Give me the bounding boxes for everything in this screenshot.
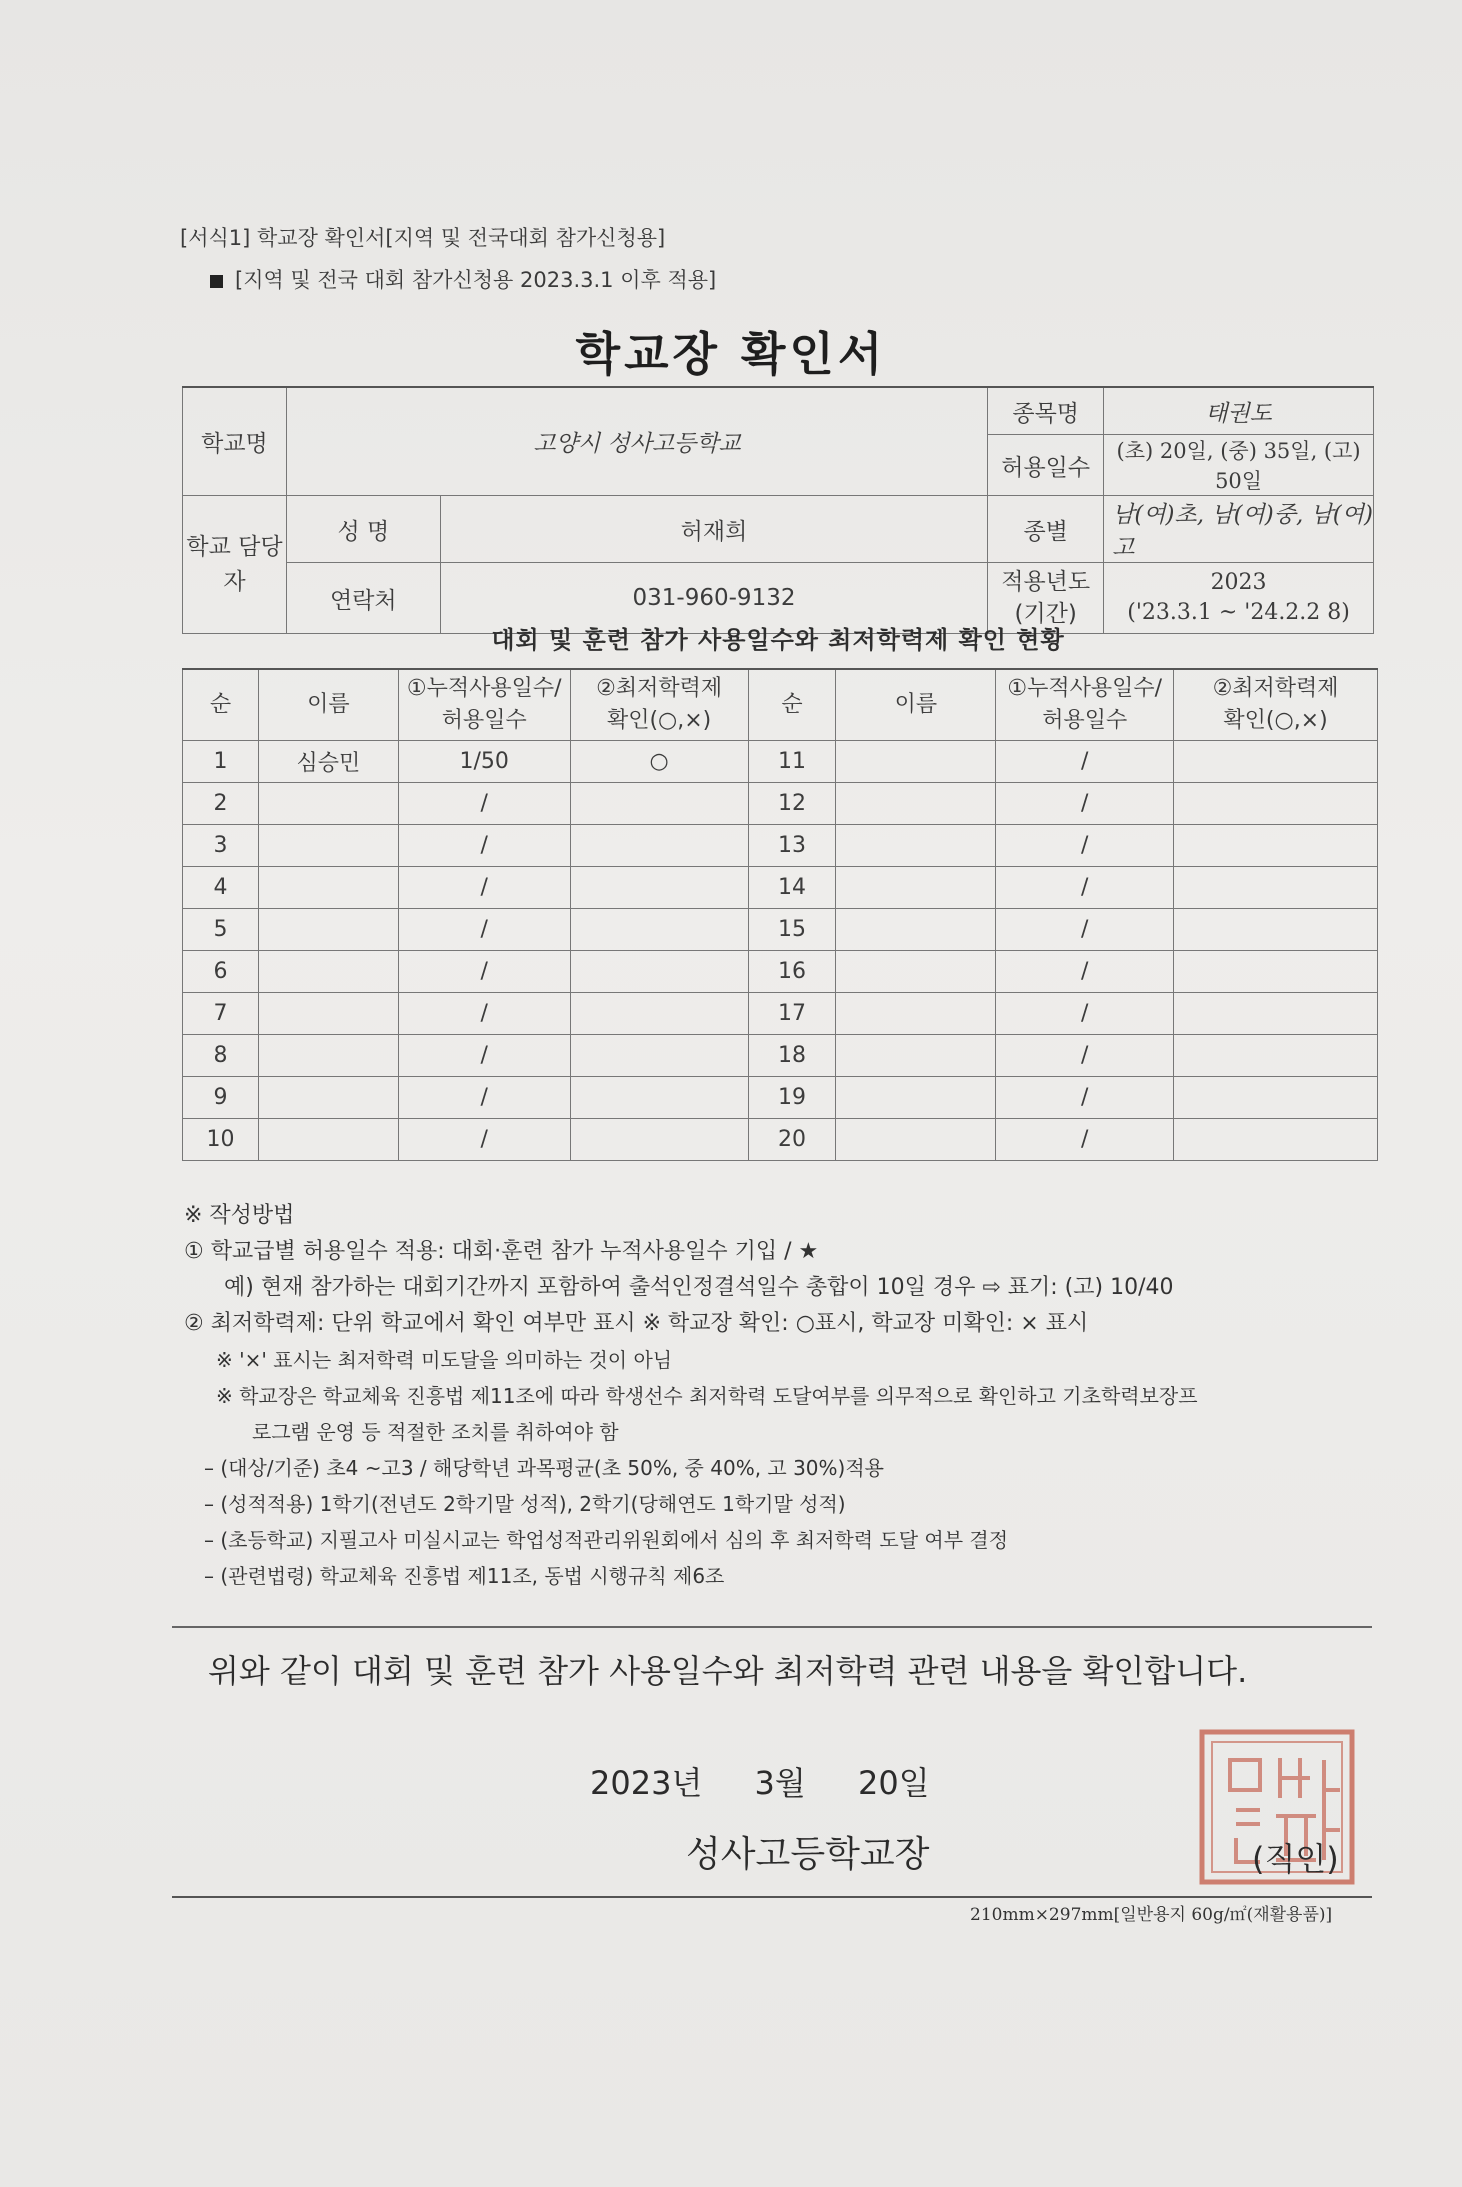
note-2: ② 최저학력제: 단위 학교에서 확인 여부만 표시 ※ 학교장 확인: ○표시, 학교장 미확인: × 표시	[184, 1311, 1089, 1336]
row-check-right	[1174, 909, 1378, 951]
col-days-right	[996, 669, 1174, 741]
contact-value: 031-960-9132	[440, 563, 987, 634]
detail-1: – (대상/기준) 초4 ~고3 / 해당학년 과목평균(초 50%, 중 40%, 고 30%)적용	[204, 1456, 884, 1480]
manager-label: 학교 담당자	[183, 496, 287, 634]
note-2-b: ※ 학교장은 학교체육 진흥법 제11조에 따라 학생선수 최저학력 도달여부를 의무적으로 확인하고 기초학력보장프	[216, 1384, 1198, 1408]
col-name: 이름	[258, 669, 398, 741]
table-row	[183, 951, 1378, 993]
table-row	[183, 1035, 1378, 1077]
row-name	[258, 909, 398, 951]
row-name-right	[836, 909, 996, 951]
participation-table	[182, 668, 1378, 1161]
row-name	[258, 867, 398, 909]
row-check-right	[1174, 951, 1378, 993]
row-name-right	[836, 1077, 996, 1119]
row-no: 4	[183, 867, 259, 909]
paper-size-note: 210mm×297mm[일반용지 60g/㎡(재활용품)]	[970, 1905, 1333, 1925]
event-value: 태권도	[1104, 387, 1374, 435]
table-row	[183, 783, 1378, 825]
row-days: /	[398, 825, 570, 867]
row-check: ○	[570, 741, 748, 783]
confirmation-text: 위와 같이 대회 및 훈련 참가 사용일수와 최저학력 관련 내용을 확인합니다.	[208, 1652, 1248, 1690]
row-days-right: /	[996, 951, 1174, 993]
note-2-b2: 로그램 운영 등 적절한 조치를 취하여야 함	[252, 1420, 619, 1444]
row-no: 10	[183, 1119, 259, 1161]
row-days-right: /	[996, 1077, 1174, 1119]
row-days-right: /	[996, 1119, 1174, 1161]
row-name-right	[836, 825, 996, 867]
row-check-right	[1174, 993, 1378, 1035]
category-label: 종별	[988, 496, 1104, 563]
detail-2: – (성적적용) 1학기(전년도 2학기말 성적), 2학기(당해연도 1학기말 성적)	[204, 1492, 846, 1516]
seal-label: (직인)	[1252, 1840, 1339, 1878]
row-check	[570, 993, 748, 1035]
notes-heading: ※ 작성방법	[184, 1203, 295, 1228]
row-name-right	[836, 951, 996, 993]
row-days: /	[398, 1077, 570, 1119]
row-days: /	[398, 1119, 570, 1161]
row-name-right	[836, 1035, 996, 1077]
col-no: 순	[183, 669, 259, 741]
row-days-right: /	[996, 741, 1174, 783]
date	[590, 1758, 972, 1804]
section-title: 대회 및 훈련 참가 사용일수와 최저학력제 확인 현황	[491, 626, 1065, 654]
row-no: 5	[183, 909, 259, 951]
row-check	[570, 867, 748, 909]
row-no: 9	[183, 1077, 259, 1119]
date-year: 2023년	[590, 1764, 703, 1802]
row-days-right: /	[996, 783, 1174, 825]
allowed-days-value: (초) 20일, (중) 35일, (고) 50일	[1104, 435, 1374, 496]
form-subtitle	[210, 264, 716, 294]
row-check	[570, 825, 748, 867]
principal-name: 성사고등학교장	[686, 1834, 930, 1875]
row-no: 2	[183, 783, 259, 825]
info-table	[182, 386, 1374, 634]
row-name-right	[836, 1119, 996, 1161]
row-name-right	[836, 741, 996, 783]
table-row	[183, 741, 1378, 783]
row-no: 7	[183, 993, 259, 1035]
row-no: 6	[183, 951, 259, 993]
row-check	[570, 1077, 748, 1119]
row-check	[570, 783, 748, 825]
document-title: 학교장 확인서	[575, 327, 887, 381]
row-no-right: 13	[748, 825, 836, 867]
name-value: 허재희	[440, 496, 987, 563]
row-days-right: /	[996, 909, 1174, 951]
row-days-right: /	[996, 825, 1174, 867]
row-no-right: 18	[748, 1035, 836, 1077]
date-day: 20일	[857, 1764, 930, 1802]
divider	[172, 1626, 1372, 1628]
row-days: /	[398, 909, 570, 951]
row-days: /	[398, 783, 570, 825]
name-label: 성 명	[286, 496, 440, 563]
school-label: 학교명	[183, 387, 287, 496]
row-check-right	[1174, 741, 1378, 783]
col-check-right-line1: ②최저학력제	[1212, 676, 1339, 702]
note-1: ① 학교급별 허용일수 적용: 대회·훈련 참가 누적사용일수 기입 / ★	[184, 1239, 819, 1264]
table-header-row	[183, 669, 1378, 741]
row-name	[258, 1119, 398, 1161]
school-value: 고양시 성사고등학교	[286, 387, 987, 496]
year-value: 2023	[1210, 570, 1267, 596]
col-name-right: 이름	[836, 669, 996, 741]
row-name	[258, 993, 398, 1035]
notes	[184, 1198, 1394, 1594]
row-check-right	[1174, 1077, 1378, 1119]
table-row	[183, 1119, 1378, 1161]
row-no: 8	[183, 1035, 259, 1077]
form-label: [서식1] 학교장 확인서[지역 및 전국대회 참가신청용]	[180, 226, 666, 250]
table-row	[183, 867, 1378, 909]
row-name-right	[836, 783, 996, 825]
detail-3: – (초등학교) 지필고사 미실시교는 학업성적관리위원회에서 심의 후 최저학력 도달 여부 결정	[204, 1528, 1009, 1552]
col-days-line1: ①누적사용일수/	[406, 676, 562, 702]
row-no-right: 14	[748, 867, 836, 909]
bottom-divider	[172, 1896, 1372, 1898]
row-no-right: 11	[748, 741, 836, 783]
col-check-line1: ②최저학력제	[596, 676, 723, 702]
row-check	[570, 909, 748, 951]
row-name	[258, 1077, 398, 1119]
row-check	[570, 1119, 748, 1161]
row-days: /	[398, 867, 570, 909]
row-name	[258, 951, 398, 993]
note-1-example: 예) 현재 참가하는 대회기간까지 포함하여 출석인정결석일수 총합이 10일 경우 ⇨ 표기: (고) 10/40	[224, 1275, 1174, 1300]
col-days-line2: 허용일수	[441, 708, 527, 733]
table-row	[183, 1077, 1378, 1119]
row-no-right: 12	[748, 783, 836, 825]
row-name: 심승민	[258, 741, 398, 783]
contact-label: 연락처	[286, 563, 440, 634]
table-row	[183, 909, 1378, 951]
event-label: 종목명	[988, 387, 1104, 435]
row-no: 1	[183, 741, 259, 783]
row-name	[258, 783, 398, 825]
bullet-square-icon	[210, 275, 223, 288]
row-days: /	[398, 1035, 570, 1077]
detail-4: – (관련법령) 학교체육 진흥법 제11조, 동법 시행규칙 제6조	[204, 1564, 725, 1588]
row-check-right	[1174, 825, 1378, 867]
row-check-right	[1174, 867, 1378, 909]
note-2-a: ※ '×' 표시는 최저학력 미도달을 의미하는 것이 아님	[216, 1348, 673, 1372]
col-days-right-line2: 허용일수	[1042, 708, 1128, 733]
table-row	[183, 825, 1378, 867]
row-days: /	[398, 951, 570, 993]
col-check-right	[1174, 669, 1378, 741]
col-check-line2: 확인(○,×)	[606, 708, 712, 733]
row-days-right: /	[996, 867, 1174, 909]
row-no-right: 19	[748, 1077, 836, 1119]
row-name-right	[836, 993, 996, 1035]
row-check	[570, 951, 748, 993]
date-month: 3월	[754, 1764, 806, 1802]
form-subtitle-text: [지역 및 전국 대회 참가신청용 2023.3.1 이후 적용]	[235, 268, 717, 292]
row-no-right: 15	[748, 909, 836, 951]
row-days-right: /	[996, 1035, 1174, 1077]
row-no-right: 20	[748, 1119, 836, 1161]
row-name	[258, 1035, 398, 1077]
category-value: 남(여)초, 남(여)중, 남(여)고	[1104, 496, 1374, 563]
row-no: 3	[183, 825, 259, 867]
row-check-right	[1174, 1119, 1378, 1161]
col-check-right-line2: 확인(○,×)	[1223, 708, 1328, 733]
row-name	[258, 825, 398, 867]
row-check-right	[1174, 1035, 1378, 1077]
row-days: 1/50	[398, 741, 570, 783]
row-check	[570, 1035, 748, 1077]
row-days-right: /	[996, 993, 1174, 1035]
row-no-right: 17	[748, 993, 836, 1035]
period-value: ('23.3.1 ~ '24.2.2 8)	[1127, 600, 1350, 625]
col-no-right: 순	[748, 669, 836, 741]
table-row	[183, 993, 1378, 1035]
row-name-right	[836, 867, 996, 909]
row-check-right	[1174, 783, 1378, 825]
year-label: 적용년도 (기간)	[988, 563, 1104, 634]
col-days	[398, 669, 570, 741]
row-no-right: 16	[748, 951, 836, 993]
col-days-right-line1: ①누적사용일수/	[1007, 676, 1163, 702]
row-days: /	[398, 993, 570, 1035]
allowed-days-label: 허용일수	[988, 435, 1104, 496]
col-check	[570, 669, 748, 741]
